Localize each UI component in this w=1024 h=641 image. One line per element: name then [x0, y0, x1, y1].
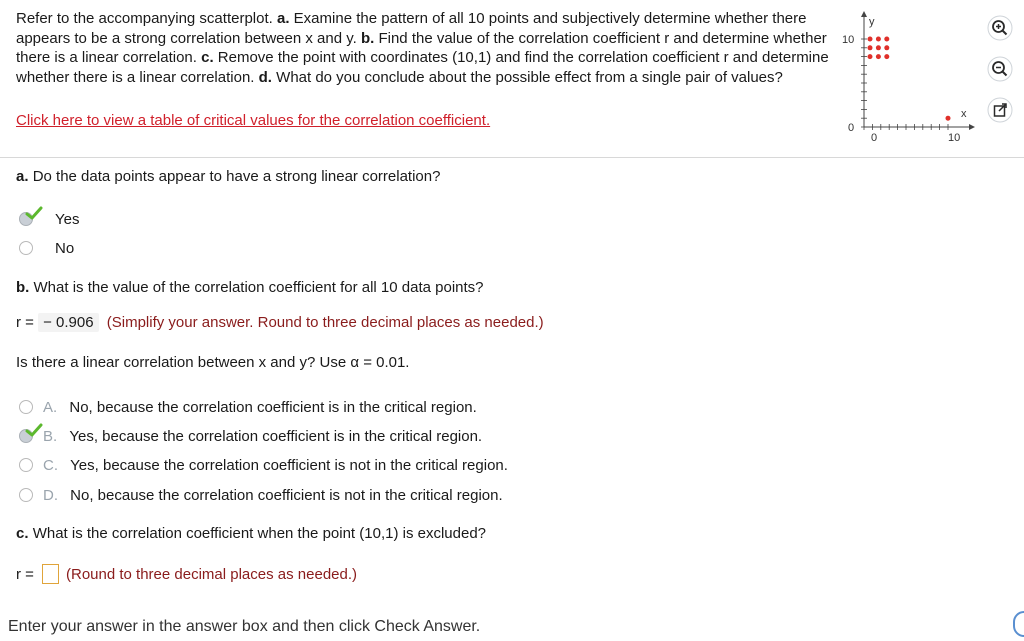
critical-values-link[interactable]: Click here to view a table of critical values for the correlation coefficient.	[16, 112, 491, 129]
part-a-question	[16, 168, 440, 185]
scatter-point	[884, 37, 889, 42]
linear-correlation-question: Is there a linear correlation between x and y? Use α = 0.01.	[16, 354, 410, 371]
part-c-question	[16, 525, 486, 542]
option-yes-label[interactable]: Yes	[55, 211, 80, 228]
x-tick-label-min: 0	[871, 132, 878, 144]
divider	[0, 157, 1024, 158]
scatter-point	[868, 37, 873, 42]
r-prefix-c: r =	[16, 566, 34, 583]
part-b-label: b.	[16, 279, 30, 296]
part-a-label: a.	[16, 168, 29, 185]
part-b-text: What is the value of the correlation coefficient for all 10 data points?	[33, 279, 484, 296]
choice-c-text: Yes, because the correlation coefficient is not in the critical region.	[70, 457, 508, 474]
scatter-point	[946, 116, 951, 121]
open-window-icon[interactable]	[987, 97, 1013, 123]
choice-b-letter: B.	[43, 428, 58, 445]
scatter-point	[876, 45, 881, 50]
choice-d-radio[interactable]	[19, 488, 33, 502]
problem-a-text: Examine the pattern of all 10 points and subjectively determine whether there appears to be a strong correlation between x and y.	[16, 10, 807, 47]
scatter-point	[868, 45, 873, 50]
scatter-points	[868, 37, 951, 121]
choice-d-text: No, because the correlation coefficient is not in the critical region.	[70, 487, 503, 504]
x-tick-label-max: 10	[948, 132, 961, 144]
y-axis-label: y	[869, 16, 875, 28]
y-tick-label-max: 10	[842, 34, 855, 46]
part-c-label: c.	[16, 525, 29, 542]
choice-d[interactable]	[43, 487, 503, 504]
checkmark-icon	[25, 423, 43, 437]
scroll-handle[interactable]	[1013, 611, 1024, 637]
problem-c-text: Remove the point with coordinates (10,1) and find the correlation coefficient r and determine whether there is a linear correlation.	[16, 49, 829, 86]
choice-a-text: No, because the correlation coefficient is in the critical region.	[69, 399, 477, 416]
scatter-point	[868, 54, 873, 59]
choice-c-radio[interactable]	[19, 458, 33, 472]
option-no-label[interactable]: No	[55, 240, 75, 257]
problem-b-text: Find the value of the correlation coefficient r and determine whether there is a linear correlation.	[16, 29, 827, 66]
problem-d-text: What do you conclude about the possible effect from a single pair of values?	[276, 68, 783, 86]
part-b-question	[16, 279, 484, 296]
scatter-point	[884, 45, 889, 50]
checkmark-icon	[25, 206, 43, 220]
choice-a-radio[interactable]	[19, 400, 33, 414]
problem-b-label: b.	[360, 29, 375, 47]
choice-a-letter: A.	[43, 399, 58, 416]
r-hint: (Simplify your answer. Round to three decimal places as needed.)	[106, 314, 544, 331]
r-excluded-hint: (Round to three decimal places as needed.)	[66, 566, 358, 583]
zoom-out-icon[interactable]	[987, 56, 1013, 82]
r-prefix: r =	[16, 314, 34, 331]
y-tick-label-min: 0	[848, 122, 855, 134]
problem-a-label: a.	[276, 10, 290, 27]
problem-d-label: d.	[258, 68, 272, 86]
scatterplot	[838, 10, 978, 150]
choice-a[interactable]	[43, 399, 477, 416]
choice-d-letter: D.	[43, 487, 58, 504]
r-excluded-input[interactable]	[42, 564, 59, 584]
problem-statement	[16, 9, 846, 87]
part-a-text: Do the data points appear to have a strong linear correlation?	[32, 168, 441, 185]
zoom-in-icon[interactable]	[987, 15, 1013, 41]
option-no-radio[interactable]	[19, 241, 33, 255]
scatter-point	[876, 54, 881, 59]
choice-c[interactable]	[43, 457, 508, 474]
footer-instruction: Enter your answer in the answer box and then click Check Answer.	[8, 618, 481, 635]
problem-c-label: c.	[201, 49, 214, 66]
x-axis-label: x	[961, 108, 967, 120]
r-answer-row	[16, 313, 544, 332]
r-value-answer[interactable]: − 0.906	[38, 313, 98, 332]
problem-intro: Refer to the accompanying scatterplot.	[16, 10, 273, 27]
choice-b[interactable]	[43, 428, 482, 445]
scatter-point	[884, 54, 889, 59]
part-c-text: What is the correlation coefficient when the point (10,1) is excluded?	[32, 525, 486, 542]
choice-c-letter: C.	[43, 457, 58, 474]
choice-b-text: Yes, because the correlation coefficient is in the critical region.	[69, 428, 483, 445]
scatter-point	[876, 37, 881, 42]
